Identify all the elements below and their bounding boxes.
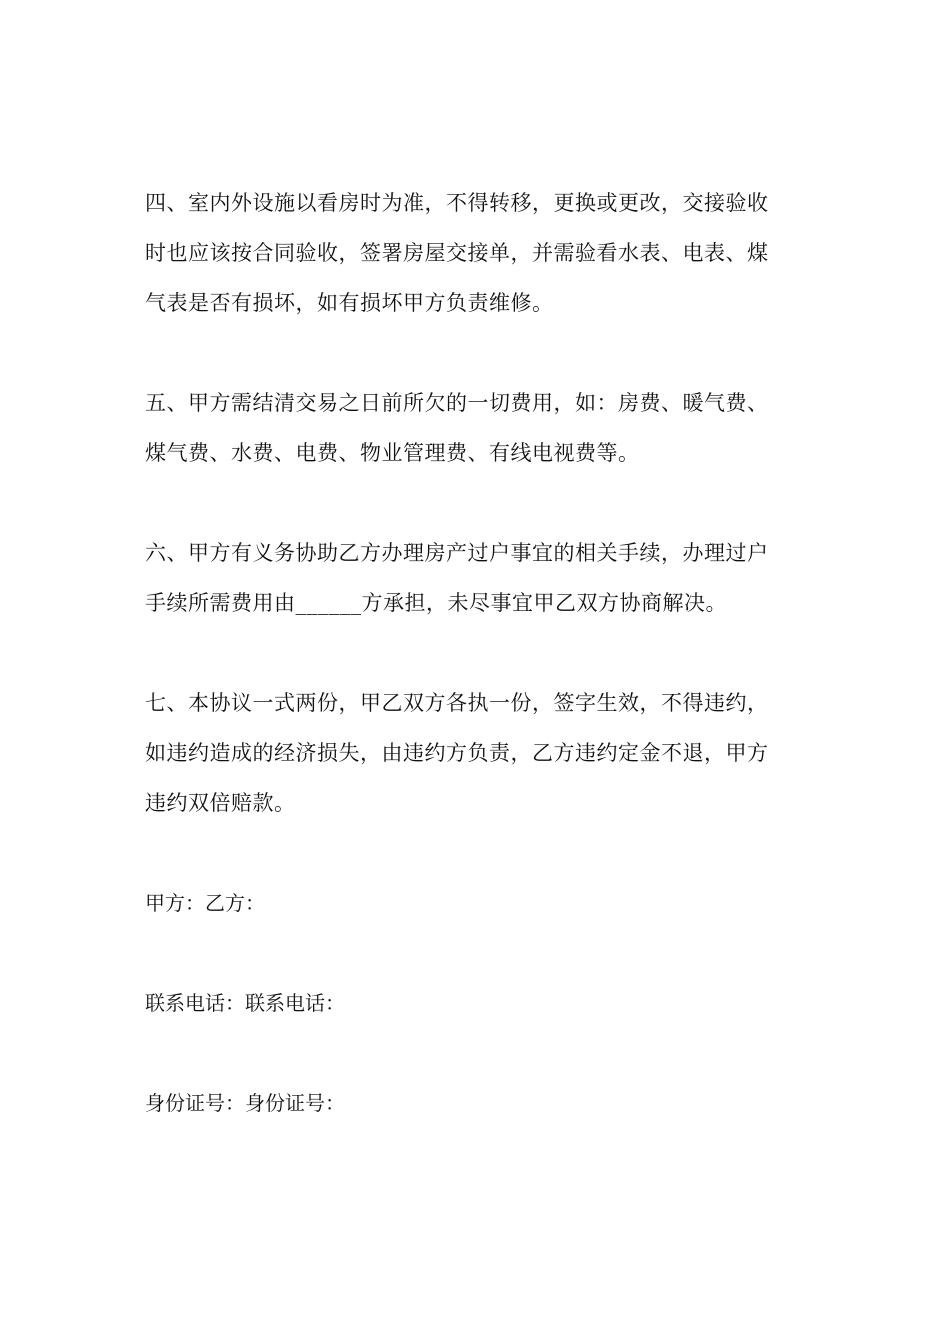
document-body: [145, 178, 805, 1128]
signature-ids: 身份证号：身份证号：: [145, 1091, 345, 1115]
clause-5-line-1: 五、甲方需结清交易之日前所欠的一切费用，如：房费、暖气费、: [145, 391, 769, 415]
clause-5-line-2: 煤气费、水费、电费、物业管理费、有线电视费等。: [145, 441, 640, 465]
clause-4: [145, 178, 805, 328]
signature-parties: 甲方：乙方：: [145, 891, 265, 915]
clause-7-line-2: 如违约造成的经济损失，由违约方负责，乙方违约定金不退，甲方: [145, 741, 769, 765]
clause-6: [145, 528, 805, 628]
clause-4-line-2: 时也应该按合同验收，签署房屋交接单，并需验看水表、电表、煤: [145, 241, 769, 265]
clause-4-line-3: 气表是否有损坏，如有损坏甲方负责维修。: [145, 291, 554, 315]
clause-7-line-1: 七、本协议一式两份，甲乙双方各执一份，签字生效，不得违约，: [145, 691, 769, 715]
clause-5: [145, 378, 805, 478]
clause-6-line-2: 手续所需费用由______方承担，未尽事宜甲乙双方协商解决。: [145, 591, 727, 615]
signature-phones: 联系电话：联系电话：: [145, 991, 345, 1015]
clause-4-line-1: 四、室内外设施以看房时为准，不得转移，更换或更改，交接验收: [145, 191, 769, 215]
clause-6-line-1: 六、甲方有义务协助乙方办理房产过户事宜的相关手续，办理过户: [145, 541, 769, 565]
clause-7: [145, 678, 805, 828]
clause-7-line-3: 违约双倍赔款。: [145, 791, 296, 815]
